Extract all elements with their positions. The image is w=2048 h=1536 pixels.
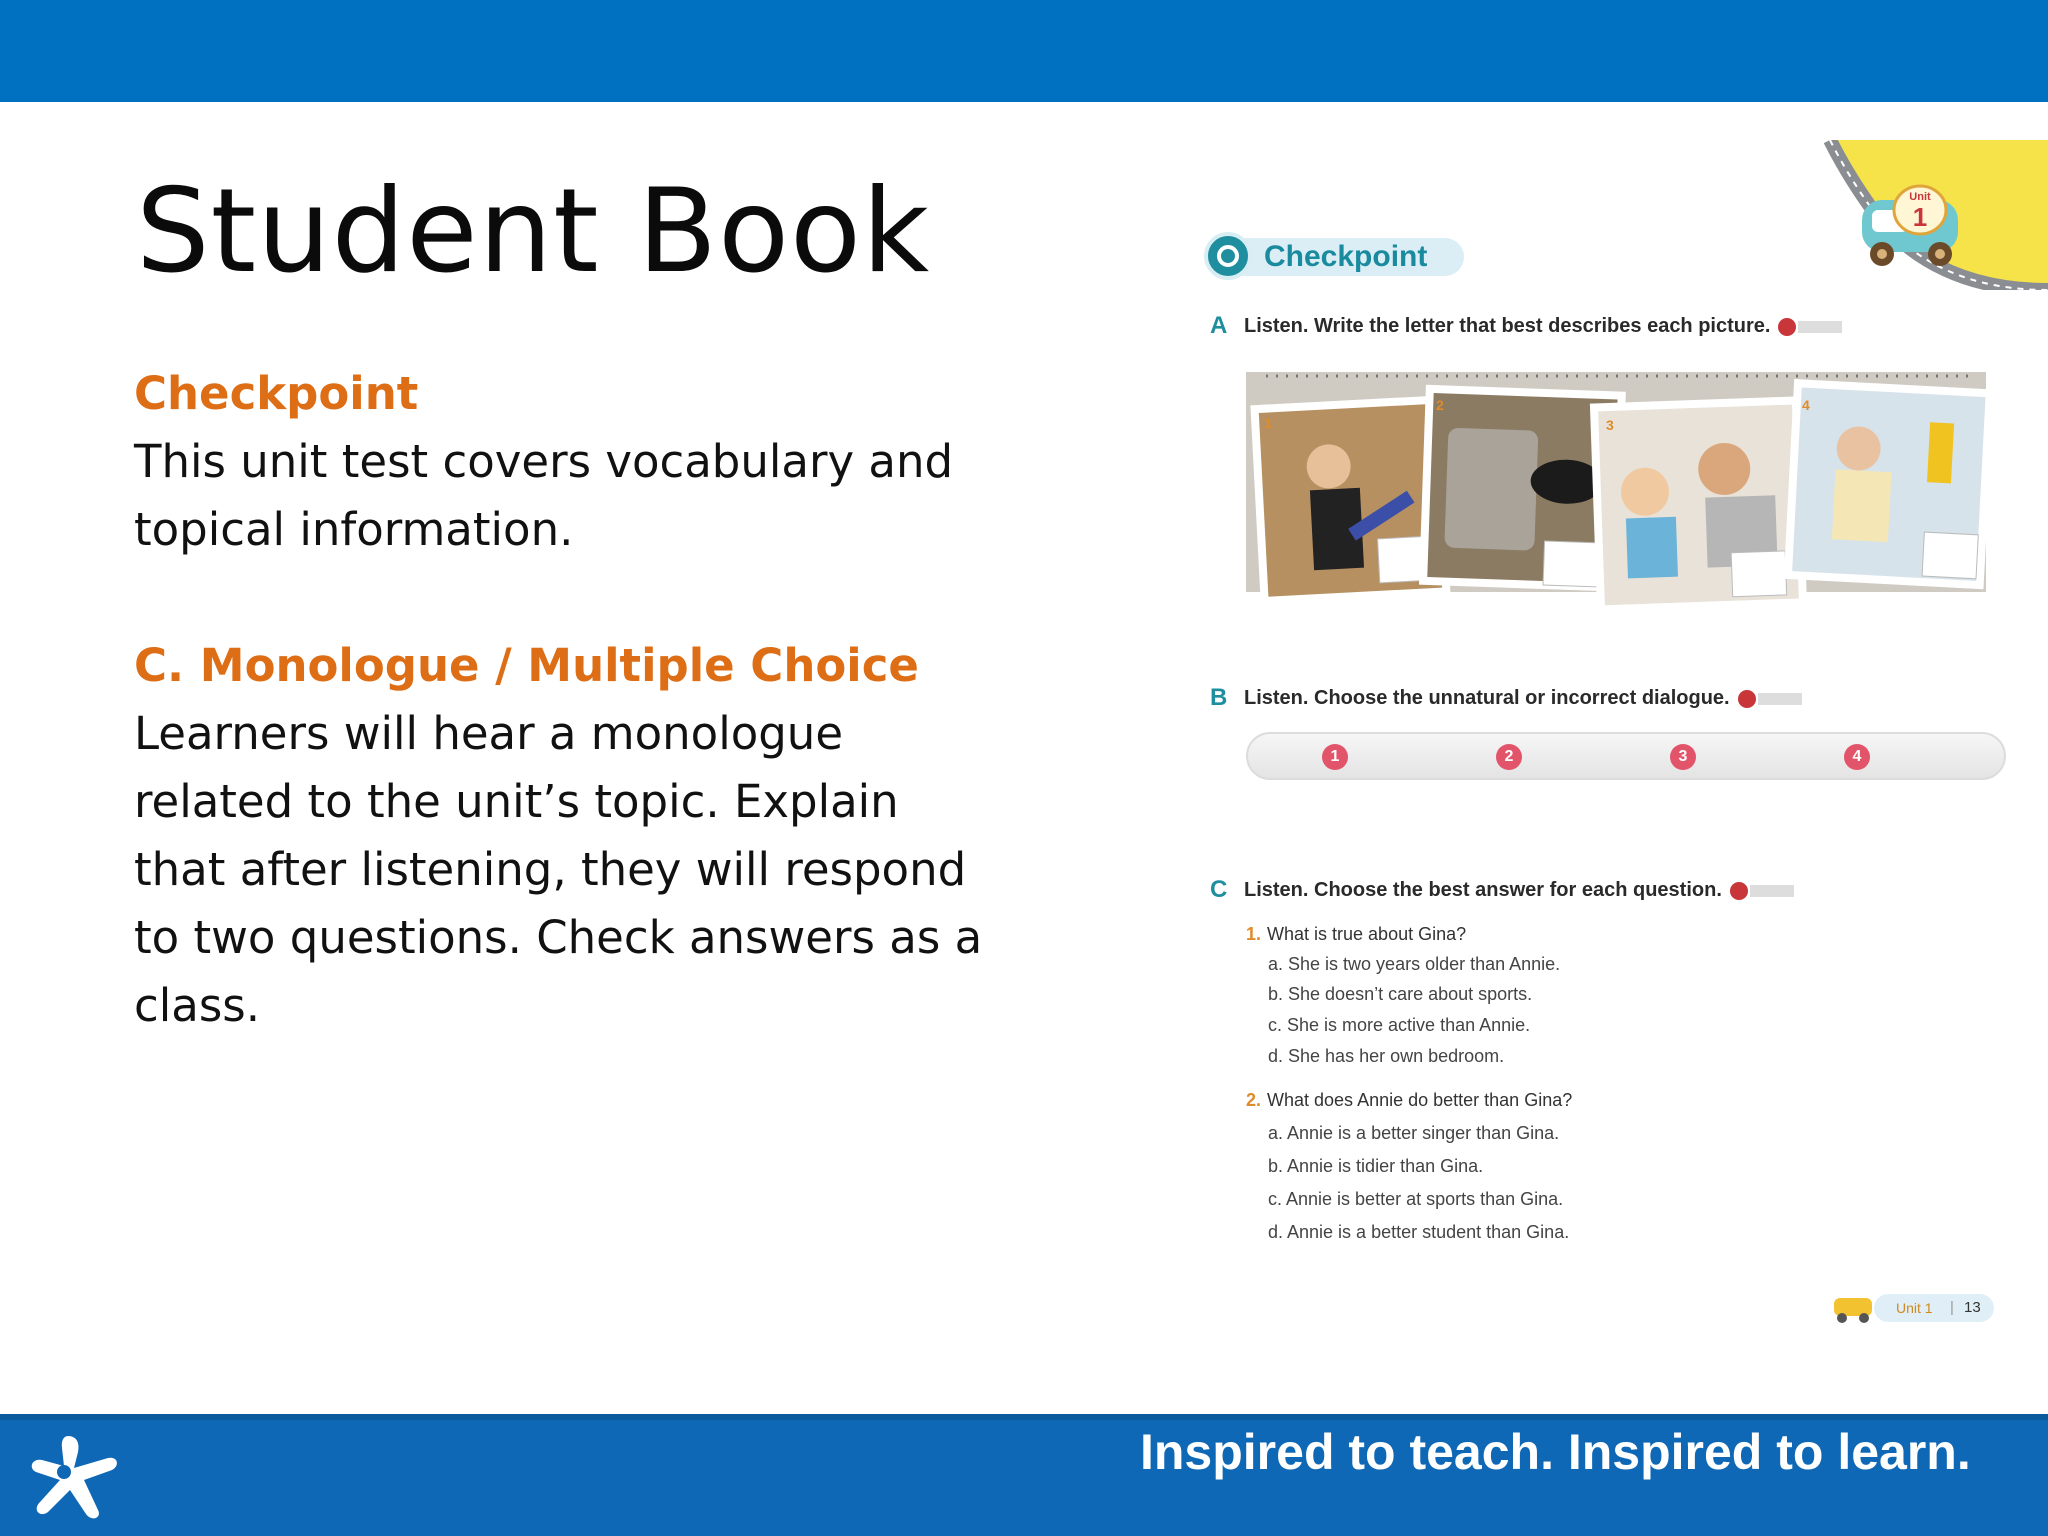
question-2: 2. What does Annie do better than Gina? xyxy=(1246,1090,1573,1110)
audio-track-icon xyxy=(1738,690,1756,708)
description-panel xyxy=(134,360,1034,1040)
photo-number-2: 2 xyxy=(1436,397,1444,413)
section-text-line: that after listening, they will respond xyxy=(134,843,967,896)
photo-number-4: 4 xyxy=(1802,397,1810,413)
choice-4[interactable]: 4 xyxy=(1844,744,1870,770)
section-text-line: to two questions. Check answers as a xyxy=(134,911,983,964)
section-letter: C xyxy=(1210,876,1228,903)
section-heading-checkpoint: Checkpoint xyxy=(134,367,419,420)
section-text-line: Learners will hear a monologue xyxy=(134,707,844,760)
unit-corner-badge xyxy=(1820,140,2048,290)
section-instruction: Listen. Choose the unnatural or incorrect dialogue. xyxy=(1244,687,1730,709)
section-instruction: Listen. Choose the best answer for each question. xyxy=(1244,879,1722,901)
checkpoint-title: Checkpoint xyxy=(1264,240,1428,273)
footer-tagline: Inspired to teach. Inspired to learn. xyxy=(1140,1424,1971,1480)
photo-number-1: 1 xyxy=(1264,415,1272,431)
question-1: 1. What is true about Gina? xyxy=(1246,924,1467,944)
audio-track-icon xyxy=(1730,882,1748,900)
question-1-option: c. She is more active than Annie. xyxy=(1268,1015,1531,1035)
footer-separator: | xyxy=(1950,1299,1954,1316)
choice-1[interactable]: 1 xyxy=(1322,744,1348,770)
section-text-line: class. xyxy=(134,979,261,1032)
question-2-option: a. Annie is a better singer than Gina. xyxy=(1268,1123,1560,1143)
question-2-option: b. Annie is tidier than Gina. xyxy=(1268,1156,1484,1176)
unit-label: Unit xyxy=(1909,191,1931,203)
section-letter: B xyxy=(1210,684,1228,711)
top-banner xyxy=(0,0,2048,102)
question-1-option: a. She is two years older than Annie. xyxy=(1268,954,1561,974)
section-b xyxy=(1210,680,2030,716)
checkpoint-header xyxy=(1204,232,1504,282)
checkpoint-target-icon xyxy=(1204,232,1252,280)
logo-star-icon xyxy=(28,1428,124,1524)
footer-unit: Unit 1 xyxy=(1896,1300,1933,1316)
page-footer-tag xyxy=(1830,1288,2030,1328)
section-c xyxy=(1210,872,2030,908)
section-a xyxy=(1210,308,2030,344)
section-text-line: This unit test covers vocabulary and xyxy=(134,435,954,488)
section-text-line: related to the unit’s topic. Explain xyxy=(134,775,899,828)
page-title: Student Book xyxy=(136,164,931,299)
car-icon xyxy=(1830,1292,1878,1326)
unit-number: 1 xyxy=(1912,202,1928,232)
question-2-option: c. Annie is better at sports than Gina. xyxy=(1268,1189,1564,1209)
student-book-page xyxy=(1180,140,2048,1340)
choice-3[interactable]: 3 xyxy=(1670,744,1696,770)
photo-number-3: 3 xyxy=(1606,417,1614,433)
question-1-option: b. She doesn’t care about sports. xyxy=(1268,984,1533,1004)
section-text-line: topical information. xyxy=(134,503,574,556)
page-number: 13 xyxy=(1964,1299,1981,1316)
section-heading-monologue: C. Monologue / Multiple Choice xyxy=(134,639,919,692)
section-instruction: Listen. Write the letter that best describes each picture. xyxy=(1244,315,1771,337)
audio-track-icon xyxy=(1778,318,1796,336)
choice-2[interactable]: 2 xyxy=(1496,744,1522,770)
choice-bar xyxy=(1246,732,2006,780)
section-letter: A xyxy=(1210,312,1228,339)
question-2-option: d. Annie is a better student than Gina. xyxy=(1268,1222,1570,1242)
question-1-option: d. She has her own bedroom. xyxy=(1268,1046,1505,1066)
